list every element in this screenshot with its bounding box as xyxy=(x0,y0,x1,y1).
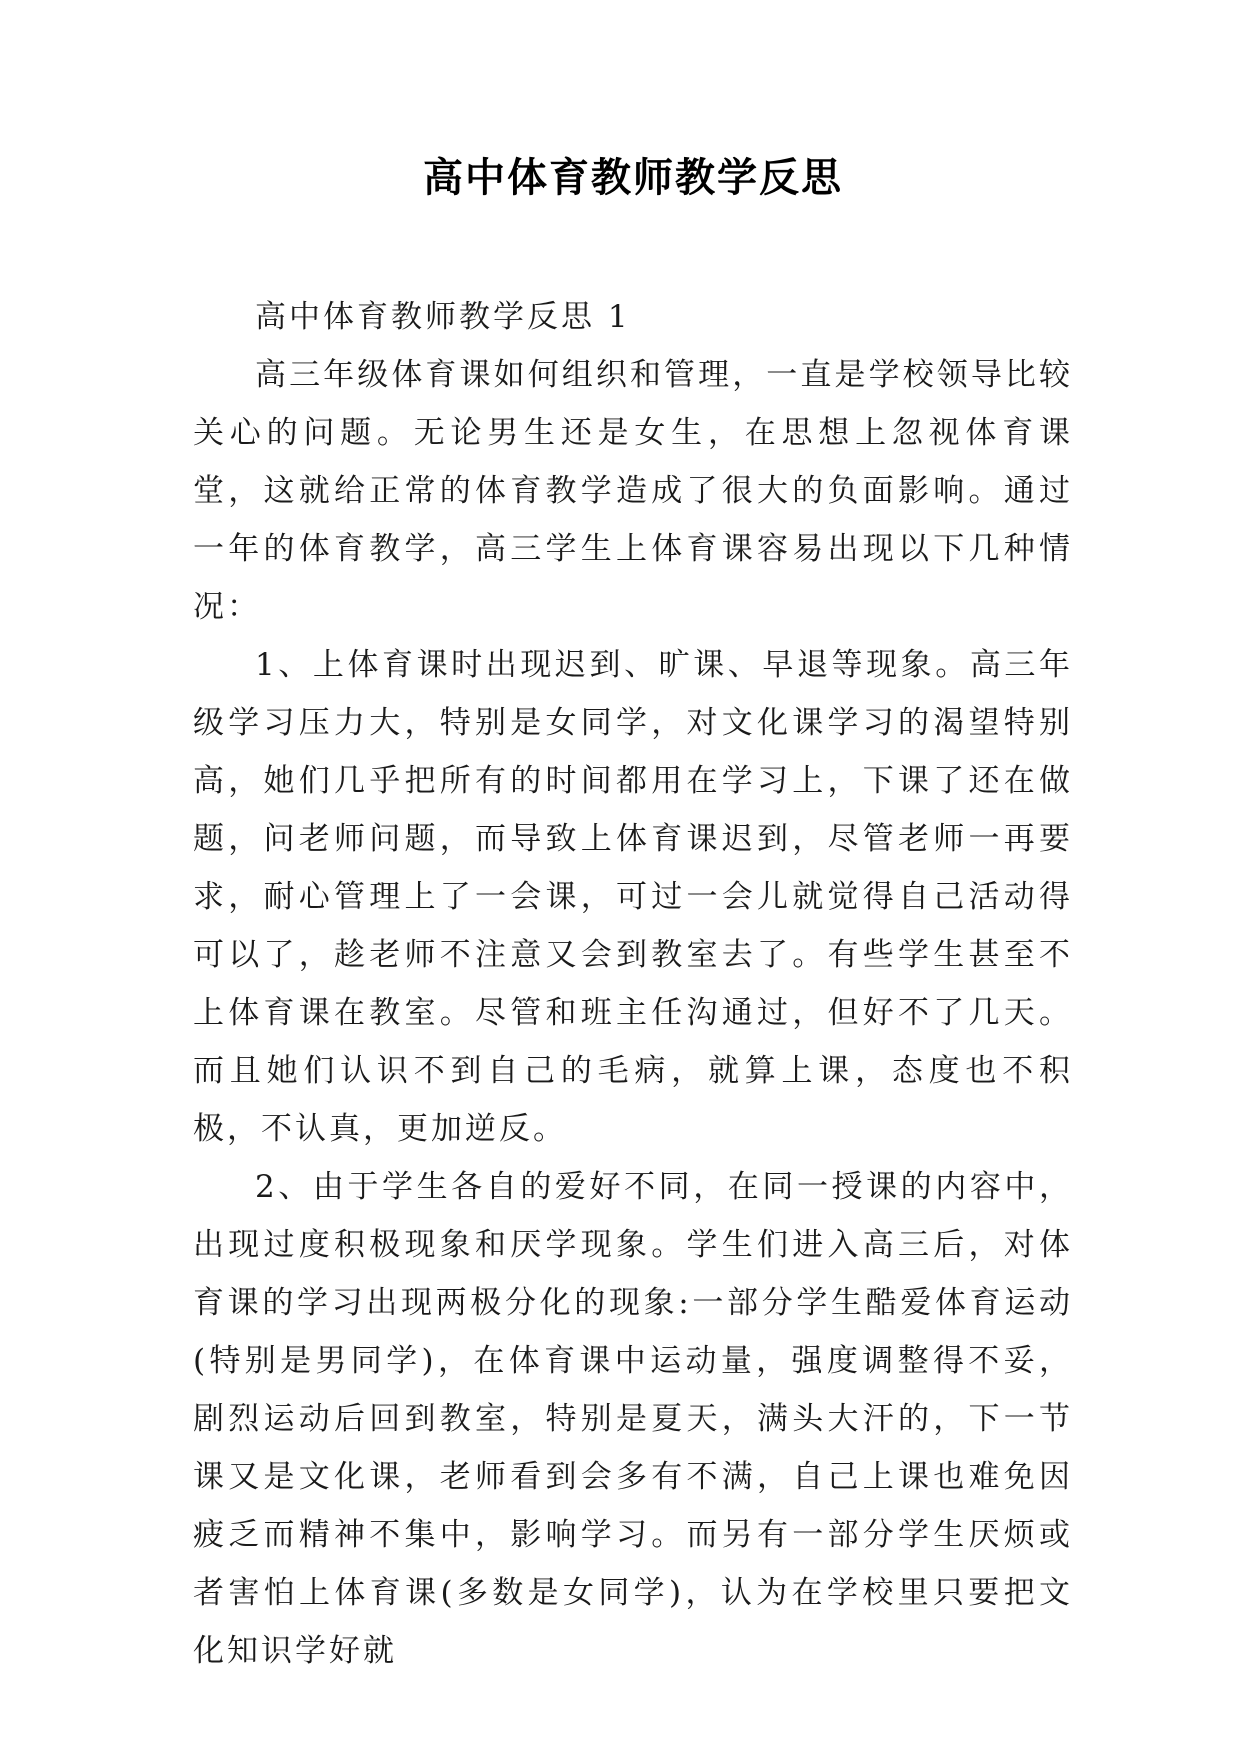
paragraph-intro: 高三年级体育课如何组织和管理，一直是学校领导比较关心的问题。无论男生还是女生，在思想上忽视体育课堂，这就给正常的体育教学造成了很大的负面影响。通过一年的体育教学，高三学生上体育课容易出现以下几种情况： xyxy=(193,357,1073,625)
paragraph-point-2: 2、由于学生各自的爱好不同，在同一授课的内容中，出现过度积极现象和厌学现象。学生们进入高三后，对体育课的学习出现两极分化的现象:一部分学生酷爱体育运动(特别是男同学)，在体育课中运动量，强度调整得不妥，剧烈运动后回到教室，特别是夏天，满头大汗的，下一节课又是文化课，老师看到会多有不满，自己上课也难免因疲乏而精神不集中，影响学习。而另有一部分学生厌烦或者害怕上体育课(多数是女同学)，认为在学校里只要把文化知识学好就 xyxy=(193,1169,1073,1669)
document-title: 高中体育教师教学反思 xyxy=(423,154,843,201)
section-heading: 高中体育教师教学反思 1 xyxy=(255,299,631,335)
paragraph-point-1: 1、上体育课时出现迟到、旷课、早退等现象。高三年级学习压力大，特别是女同学，对文化课学习的渴望特别高，她们几乎把所有的时间都用在学习上，下课了还在做题，问老师问题，而导致上体育课迟到，尽管老师一再要求，耐心管理上了一会课，可过一会儿就觉得自己活动得可以了，趁老师不注意又会到教室去了。有些学生甚至不上体育课在教室。尽管和班主任沟通过，但好不了几天。而且她们认识不到自己的毛病，就算上课，态度也不积极，不认真，更加逆反。 xyxy=(193,647,1073,1147)
